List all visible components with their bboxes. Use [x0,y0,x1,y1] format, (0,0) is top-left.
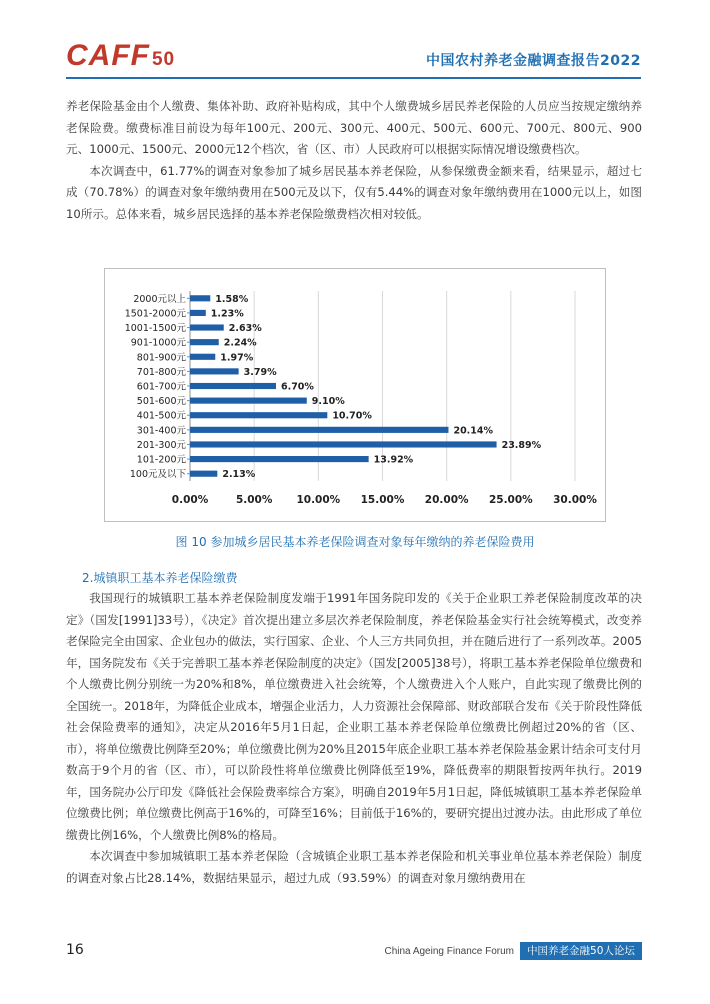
bar [190,310,206,316]
bar [190,441,497,447]
x-tick-label: 20.00% [424,494,469,506]
data-label: 23.89% [501,439,542,451]
paragraph: 我国现行的城镇职工基本养老保险制度发端于1991年国务院印发的《关于企业职工养老保险制度改革的决定》（国发[1991]33号），《决定》首次提出建立多层次养老保险制度，养老保险基金实行社会统筹模式，改变养老保险完全由国家、企业包办的做法，实行国家、企业、个人三方共同负担，并在随后进行了一系列改革。2005年，国务院发布《关于完善职工基本养老保险制度的决定》（国发[2005]38号），将职工基本养老保险单位缴费和个人缴费比例分别统一为20%和8%，单位缴费进入社会统筹，个人缴费进入个人账户，自此实现了缴费比例的全国统一。2018年，为降低企业成本，增强企业活力，人力资源社会保障部、财政部联合发布《关于阶段性降低社会保险费率的通知》，决定从2016年5月1日起，企业职工基本养老保险单位缴费比例超过20%的省（区、市），将单位缴费比例降至20%；单位缴费比例为20%且2015年底企业职工基本养老保险基金累计结余可支付月数高于9个月的省（区、市），可以阶段性将单位缴费比例降低至19%，降低费率的期限暂按两年执行。2019年，国务院办公厅印发《降低社会保险费率综合方案》，明确自2019年5月1日起，降低城镇职工基本养老保险单位缴费比例；单位缴费比例高于16%的，可降至16%；目前低于16%的，要研究提出过渡办法。由此形成了单位缴费比例16%，个人缴费比例8%的格局。 [66,591,642,842]
category-label: 201-300元 [136,439,186,451]
x-tick-label: 10.00% [296,494,341,506]
bar-chart [104,268,606,522]
data-label: 20.14% [453,425,494,437]
logo-number: 50 [151,49,176,70]
category-label: 401-500元 [136,410,186,422]
report-title: 中国农村养老金融调查报告2022 [426,53,641,69]
bar [190,427,448,433]
caff-logo [66,40,175,76]
bar [190,295,210,301]
data-label: 2.24% [223,337,257,349]
paragraph: 养老保险基金由个人缴费、集体补助、政府补贴构成，其中个人缴费城乡居民养老保险的人员应当按规定缴纳养老保险费。缴费标准目前设为每年100元、200元、300元、400元、500元、600元、700元、800元、900元、1000元、1500元、2000元12个档次，省（区、市）人民政府可以根据实际情况增设缴费档次。 [66,99,642,156]
paragraph: 本次调查中参加城镇职工基本养老保险（含城镇企业职工基本养老保险和机关事业单位基本养老保险）制度的调查对象占比28.14%，数据结果显示，超过九成（93.59%）的调查对象月缴纳费用在 [66,849,642,885]
data-label: 2.13% [222,469,256,481]
bar [190,456,369,462]
logo-text: CAFF [66,39,150,72]
bar [190,471,217,477]
x-tick-label: 25.00% [488,494,533,506]
bar [190,412,327,418]
x-tick-label: 5.00% [235,494,273,506]
paragraph-block-top [66,96,642,225]
footer-badge: 中国养老金融50人论坛 [520,942,642,960]
data-label: 1.97% [220,352,254,364]
data-label: 6.70% [280,381,314,393]
bar [190,368,239,374]
data-label: 9.10% [311,396,345,408]
page-number: 16 [66,942,84,958]
paragraph-block-bottom [66,588,642,889]
bar [190,383,276,389]
footer-forum-name: China Ageing Finance Forum [384,946,514,957]
figure-caption: 图 10 参加城乡居民基本养老保险调查对象每年缴纳的养老保险费用 [175,535,535,549]
data-label: 1.58% [215,293,249,305]
category-label: 101-200元 [136,454,186,466]
bar [190,324,224,330]
category-label: 2000元以上 [133,293,186,305]
category-label: 601-700元 [136,381,186,393]
category-label: 801-900元 [136,352,186,364]
category-label: 1001-1500元 [124,323,186,335]
bar [190,339,219,345]
category-label: 701-800元 [136,366,186,378]
section-heading: 2.城镇职工基本养老保险缴费 [82,571,238,585]
chart-svg [105,269,605,521]
category-label: 501-600元 [136,396,186,408]
data-label: 10.70% [332,410,372,422]
x-tick-label: 0.00% [171,494,209,506]
bar [190,354,215,360]
category-label: 1501-2000元 [124,308,186,320]
category-label: 301-400元 [136,425,186,437]
paragraph: 本次调查中，61.77%的调查对象参加了城乡居民基本养老保险，从参保缴费金额来看，结果显示，超过七成（70.78%）的调查对象年缴纳费用在500元及以下，仅有5.44%的调查对象年缴纳费用在1000元以上，如图10所示。总体来看，城乡居民选择的基本养老保险缴费档次相对较低。 [66,163,642,221]
data-label: 1.23% [210,308,244,320]
bar [190,398,307,404]
x-tick-label: 15.00% [360,494,405,506]
category-label: 901-1000元 [130,337,186,349]
data-label: 3.79% [243,366,277,378]
header-rule [66,77,641,79]
data-label: 13.92% [373,454,414,466]
category-label: 100元及以下 [129,469,186,481]
data-label: 2.63% [228,323,262,335]
x-tick-label: 30.00% [553,494,597,506]
